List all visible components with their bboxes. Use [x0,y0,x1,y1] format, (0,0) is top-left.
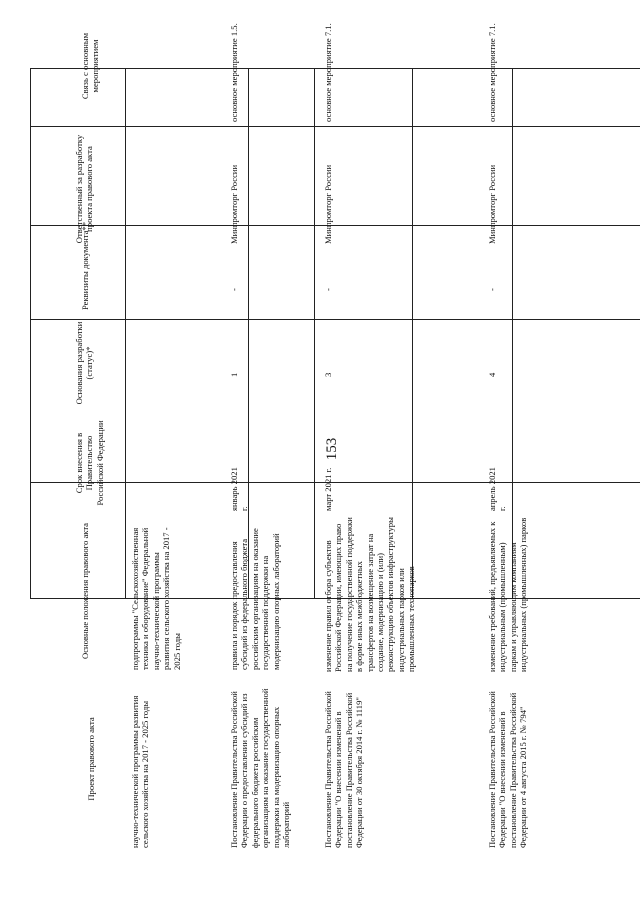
table-column-rule [30,68,31,598]
row3-term: апрель 2021 г. [487,467,508,511]
row3-requisites: - [487,288,497,291]
row1-responsible: Минпромторг России [229,164,239,244]
header-provisions: Основные положения правового акта [80,523,90,660]
row2-basis: 3 [323,372,333,377]
table-column-rule [314,68,315,598]
row2-link: основное мероприятие 7.1. [323,23,333,122]
row1-term: январь 2021 г. [229,467,250,511]
row3-provisions: изменение требований, предъявляемых к индустриальным (промышленным) паркам и управляющим компаниям индустриальных (промышленных) парков [487,517,529,672]
header-project: Проект правового акта [86,717,96,801]
header-term: Срок внесения в Правительство Российской Федерации [74,420,105,506]
row3-link: основное мероприятие 7.1. [487,23,497,122]
row2-provisions: изменение правил отбора субъектов Российской Федерации, имеющих право на получение государственной поддержки в форме иных межбюджетных трансфертов на возмещение затрат на создание, модернизацию и (или) реконструкцию объектов инфраструктуры индустриальных парков или промышленных технопарков [323,517,417,672]
row2-term: март 2021 г. [323,467,333,511]
row3-responsible: Минпромторг России [487,164,497,244]
header-requisites: Реквизиты документа** [80,222,90,311]
row0-provisions: подпрограммы "Сельскохозяйственная техника и оборудование" Федеральной научно-технической программы развития сельского хозяйства на 2017 - 2025 годы [130,527,182,670]
page-number: 153 [324,437,340,461]
header-responsible: Ответственный за разработку проекта правового акта [74,134,95,244]
row3-project: Постановление Правительства Российской Федерации "О внесении изменений в постановление Правительства Российской Федерации от 4 августа 2015 г. № 794" [487,691,529,848]
header-basis: Основания разработки (статус)* [74,321,95,405]
row2-project: Постановление Правительства Российской Федерации "О внесении изменений в постановление Правительства Российской Федерации от 30 октября 2014 г. № 1119" [323,691,365,848]
table-row-rule [30,126,640,127]
row2-requisites: - [323,288,333,291]
row1-requisites: - [229,288,239,291]
row3-basis: 4 [487,372,497,377]
row1-link: основное мероприятие 1.5. [229,23,239,122]
row0-project: научно-технической программы развития сельского хозяйства на 2017 - 2025 годы [130,695,151,848]
row2-responsible: Минпромторг России [323,164,333,244]
row1-provisions: правила и порядок предоставления субсидий из федерального бюджета российским организациям на оказание государственной поддержки на модернизацию опорных лабораторий [229,528,281,670]
row1-basis: 1 [229,372,239,377]
row1-project: Постановление Правительства Российской Федерации о предоставлении субсидий из федерального бюджета российским организациям на оказание государственной поддержки на модернизацию опорных лабораторий [229,688,292,848]
header-link: Связь с основным мероприятием [80,32,101,100]
